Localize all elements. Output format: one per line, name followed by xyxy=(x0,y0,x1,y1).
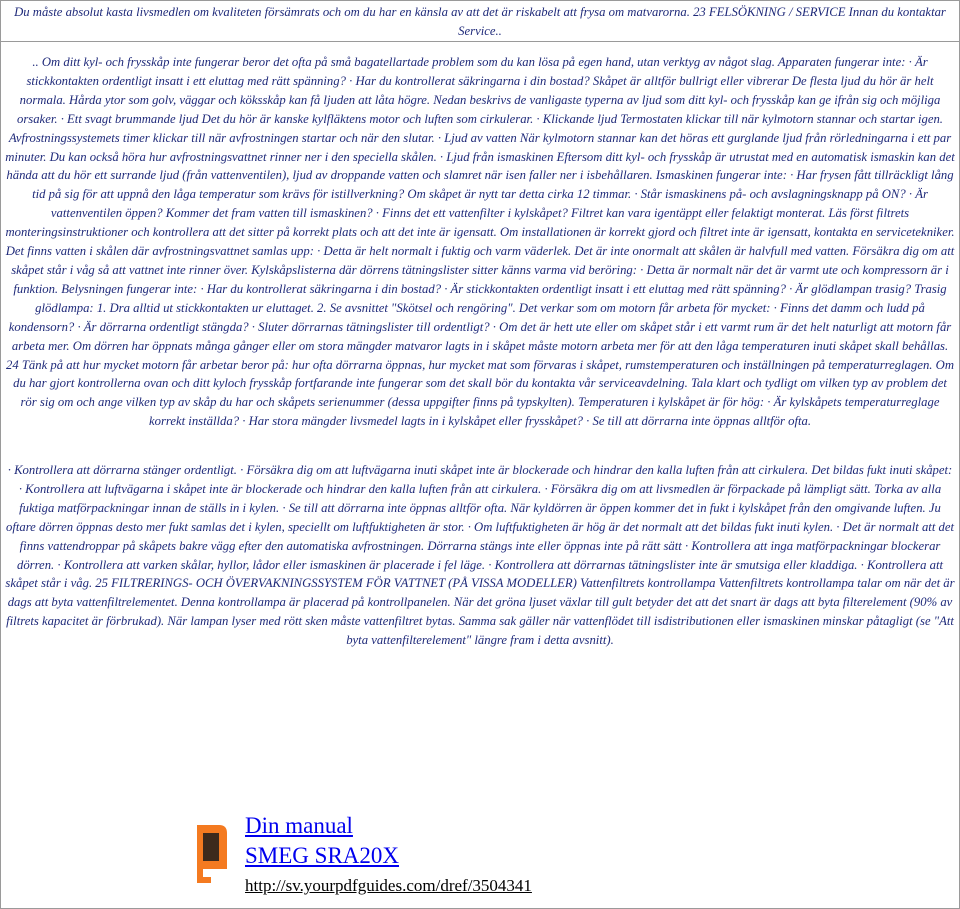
model-link[interactable]: SMEG SRA20X xyxy=(245,843,400,868)
manual-link[interactable]: Din manual xyxy=(245,813,353,838)
pdf-guides-logo-icon xyxy=(191,819,231,887)
body-paragraph-1: .. Om ditt kyl- och frysskåp inte fungerar beror det ofta på små bagatellartade problem som du kan lösa på egen hand, utan verktyg av något slag. Apparaten fungerar inte: · Är stickkontakten ordentligt insatt i ett eluttag med rätt spänning? · Har du kontrollerat säkringarna i din bostad? Skåpet är alltför bullrigt eller vibrerar De flesta ljud du hör är helt normala. Hårda ytor som golv, väggar och köksskåp kan få ljuden att låta högre. Nedan beskrivs de vanligaste typerna av ljud som ditt kyl- och frysskåp kan ge ifrån sig och möjliga orsaker. · Ett svagt brummande ljud Det du hör är kanske kylfläktens motor och luften som cirkulerar. · Klickande ljud Termostaten klickar till när kylmotorn stannar och startar igen. Avfrostningssystemets timer klickar till när avfrostningen startar och när den slutar. · Ljud av vatten När kylmotorn stannar kan det höras ett gurglande ljud från rörledningarna i ett par minuter. Du kan också höra hur avfrostningsvattnet rinner ner i den speciella skålen. · Ljud från ismaskinen Eftersom ditt kyl- och frysskåp är utrustat med en automatisk ismaskin kan det hända att du hör ett surrande ljud (från vattenventilen), ljud av droppande vatten och slamret när isen faller ner i isbehållaren. Ismaskinen fungerar inte: · Har frysen fått tillräckligt lång tid på sig för att uppnå den låga temperatur som krävs för istillverkning? Om skåpet är nytt tar detta cirka 12 timmar. · Står ismaskinens på- och avslagningsknapp på ON? · Är vattenventilen öppen? Kommer det fram vatten till ismaskinen? · Finns det ett vattenfilter i kylskåpet? Filtret kan vara igentäppt eller felaktigt monterat. Läs först filtrets monteringsinstruktioner och kontrollera att det sitter på korrekt plats och att det inte är igensatt. Om installationen är korrekt gjord och filtret inte är igensatt, kontakta en servicetekniker. Det finns vatten i skålen där avfrostningsvattnet samlas upp: · Detta är helt normalt i fuktig och varm väderlek. Det är inte onormalt att skålen är halvfull med vatten. Försäkra dig om att skåpet står i våg så att vattnet inte rinner över. Kylskåpslisterna där dörrens tätningslister sitter känns varma vid beröring: · Detta är normalt när det är varmt ute och kompressorn är i funktion. Belysningen fungerar inte: · Har du kontrollerat säkringarna i din bostad? · Är stickkontakten ordentligt insatt i ett eluttag med rätt spänning? · Är glödlampan trasig? Trasig glödlampa: 1. Dra alltid ut stickkontakten ur eluttaget. 2. Se avsnittet "Skötsel och rengöring". Det verkar som om motorn får arbeta för mycket: · Finns det damm och ludd på kondensorn? · Är dörrarna ordentligt stängda? · Sluter dörrarnas tätningslister till ordentligt? · Om det är hett ute eller om skåpet står i ett varmt rum är det helt naturligt att motorn får arbeta mer. Om dörren har öppnats många gånger eller om stora mängder matvaror lagts in i skåpet måste motorn arbeta mer för att den låga temperaturen inuti skåpet skall behållas. 24 Tänk på att hur mycket motorn får arbetar beror på: hur ofta dörrarna öppnas, hur mycket mat som förvaras i skåpet, rumstemperaturen och inställningen på temperaturreglagen. Om du har gjort kontrollerna ovan och ditt kyloch frysskåp fortfarande inte fungerar som det skall bör du kontakta vår serviceavdelning. Tala klart och tydligt om vilken typ av problem det rör sig om och ange vilken typ av skåp du har och skåpets serienummer (dessa uppgifter finns på typskylten). Temperaturen i kylskåpet är för hög: · Är kylskåpets temperaturreglage korrekt inställda? · Har stora mängder livsmedel lagts in i kylskåpet eller frysskåpet? · Se till att dörrarna inte öppnas alltför ofta. xyxy=(5,55,955,429)
body-text-box xyxy=(1,42,959,810)
body-paragraph-2: · Kontrollera att dörrarna stänger ordentligt. · Försäkra dig om att luftvägarna inuti skåpet inte är blockerade och hindrar den kalla luften från att cirkulera. Det bildas fukt inuti skåpet: · Kontrollera att luftvägarna i skåpet inte är blockerade och hindrar den kalla luften från att cirkulera. · Försäkra dig om att livsmedlen är förpackade på lämpligt sätt. Torka av alla fuktiga matförpackningar innan de ställs in i kylen. · Se till att dörrarna inte öppnas alltför ofta. När kyldörren är öppen kommer det in fukt i kylskåpet från den omgivande luften. Ju oftare dörren öppnas desto mer fukt samlas det i kylen, speciellt om luftfuktigheten är stor. · Om luftfuktigheten är hög är det normalt att det bildas fukt inuti kylen. · Det är normalt att det finns vattendroppar på skåpets bakre vägg efter den automatiska avfrostningen. Dörrarna stängs inte eller öppnas inte på rätt sätt · Kontrollera att inga matförpackningar blockerar dörren. · Kontrollera att varken skålar, hyllor, lådor eller ismaskinen är placerade i fel läge. · Kontrollera att dörrarnas tätningslister inte är smutsiga eller kladdiga. · Kontrollera att skåpet står i våg. 25 FILTRERINGS- OCH ÖVERVAKNINGSSYSTEM FÖR VATTNET (PÅ VISSA MODELLER) Vattenfiltrets kontrollampa Vattenfiltrets kontrollampa talar om när det är dags att byta vattenfiltrelementet. Denna kontrollampa är placerad på kontrollpanelen. När det gröna ljuset växlar till gult betyder det att det snart är dags att byta filterelement (90% av filtrets kapacitet är förbrukad). När lampan lyser med rött sken måste vattenfiltret bytas. Samma sak gäller när vattenflödet till isdistributionen eller ismaskinen minskar påtagligt (se "Att byta vattenfilterelement" längre fram i detta avsnitt). xyxy=(5,463,955,648)
header-text-box xyxy=(1,1,959,42)
footer-links xyxy=(245,811,532,899)
header-text: Du måste absolut kasta livsmedlen om kvaliteten försämrats och om du har en känsla av att det är riskabelt att frysa om matvarorna. 23 FELSÖKNING / SERVICE Innan du kontaktar Service.. xyxy=(14,5,946,38)
paragraph-gap xyxy=(1,431,959,450)
url-link[interactable]: http://sv.yourpdfguides.com/dref/3504341 xyxy=(245,876,532,895)
manual-footer xyxy=(191,811,691,906)
